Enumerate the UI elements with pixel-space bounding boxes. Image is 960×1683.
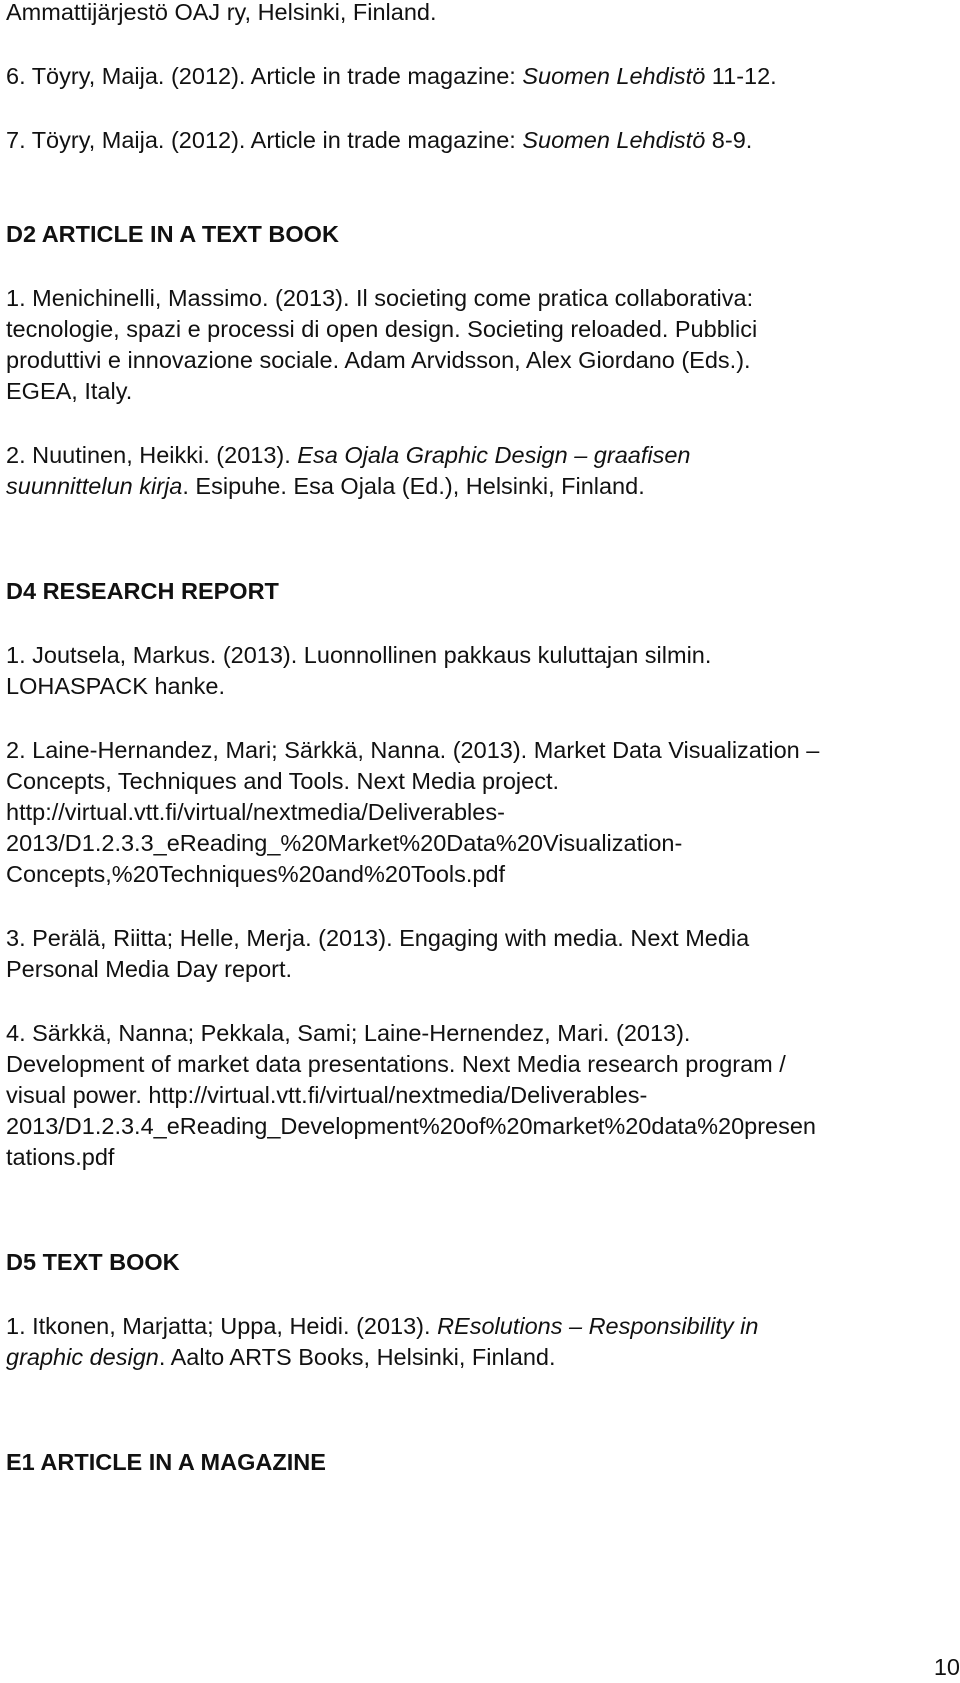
d4-reference-4 — [6, 1018, 956, 1173]
section-heading-d2: D2 ARTICLE IN A TEXT BOOK — [6, 221, 339, 247]
d2-ref2-line2 — [6, 471, 956, 502]
reference-entry-6 — [6, 61, 956, 92]
d4-ref4-line3: visual power. http://virtual.vtt.fi/virtual/nextmedia/Deliverables- — [6, 1082, 648, 1108]
d2-ref2-title-part1: Esa Ojala Graphic Design – graafisen — [297, 442, 691, 468]
d5-ref1-details: . Aalto ARTS Books, Helsinki, Finland. — [158, 1344, 556, 1370]
d4-ref1-line1: 1. Joutsela, Markus. (2013). Luonnollinen pakkaus kuluttajan silmin. — [6, 642, 712, 668]
d4-reference-3 — [6, 923, 956, 985]
entry-7-italic: Suomen Lehdistö — [522, 127, 706, 153]
d4-ref2-line3: http://virtual.vtt.fi/virtual/nextmedia/Deliverables- — [6, 799, 505, 825]
d2-reference-1 — [6, 283, 956, 407]
d4-ref2-line4: 2013/D1.2.3.3_eReading_%20Market%20Data%20Visualization- — [6, 830, 683, 856]
d5-ref1-title-part2: graphic design — [6, 1344, 159, 1370]
document-page — [6, 0, 960, 1680]
d4-ref4-line4: 2013/D1.2.3.4_eReading_Development%20of%20market%20data%20presen — [6, 1113, 817, 1139]
d4-ref2-line5: Concepts,%20Techniques%20and%20Tools.pdf — [6, 861, 506, 887]
d2-ref2-details: . Esipuhe. Esa Ojala (Ed.), Helsinki, Finland. — [182, 473, 645, 499]
d4-ref4-line1: 4. Särkkä, Nanna; Pekkala, Sami; Laine-Hernendez, Mari. (2013). — [6, 1020, 691, 1046]
d2-ref1-line3: produttivi e innovazione sociale. Adam Arvidsson, Alex Giordano (Eds.). — [6, 347, 751, 373]
section-heading-d4: D4 RESEARCH REPORT — [6, 578, 279, 604]
entry-6-italic: Suomen Lehdistö — [522, 63, 706, 89]
d2-ref2-line1 — [6, 440, 956, 471]
d2-ref2-author: 2. Nuutinen, Heikki. (2013). — [6, 442, 298, 468]
d2-ref1-line2: tecnologie, spazi e processi di open design. Societing reloaded. Pubblici — [6, 316, 758, 342]
d4-ref1-line2: LOHASPACK hanke. — [6, 673, 226, 699]
d5-ref1-author: 1. Itkonen, Marjatta; Uppa, Heidi. (2013). — [6, 1313, 438, 1339]
d4-ref3-line1: 3. Perälä, Riitta; Helle, Merja. (2013). Engaging with media. Next Media — [6, 925, 750, 951]
d2-ref1-line4: EGEA, Italy. — [6, 378, 133, 404]
d2-ref2-title-part2: suunnittelun kirja — [6, 473, 183, 499]
section-heading-d5: D5 TEXT BOOK — [6, 1249, 180, 1275]
d4-ref3-line2: Personal Media Day report. — [6, 956, 293, 982]
d5-ref1-title-part1: REsolutions – Responsibility in — [437, 1313, 759, 1339]
entry-7-text: 7. Töyry, Maija. (2012). Article in trade magazine: — [6, 127, 523, 153]
d4-reference-2 — [6, 735, 956, 890]
entry-6-text: 6. Töyry, Maija. (2012). Article in trade magazine: — [6, 63, 523, 89]
reference-entry-7 — [6, 125, 956, 156]
page-number: 10 — [933, 1654, 960, 1680]
d5-ref1-line2 — [6, 1342, 956, 1373]
d5-reference-1 — [6, 1311, 956, 1373]
entry-7-pages: 8-9. — [705, 127, 753, 153]
d4-reference-1 — [6, 640, 956, 702]
section-heading-e1: E1 ARTICLE IN A MAGAZINE — [6, 1449, 326, 1475]
d4-ref2-line2: Concepts, Techniques and Tools. Next Media project. — [6, 768, 560, 794]
d5-ref1-line1 — [6, 1311, 956, 1342]
d2-ref1-line1: 1. Menichinelli, Massimo. (2013). Il societing come pratica collaborativa: — [6, 285, 754, 311]
entry-6-pages: 11-12. — [705, 63, 777, 89]
d2-reference-2 — [6, 440, 956, 502]
d4-ref4-line2: Development of market data presentations. Next Media research program / — [6, 1051, 786, 1077]
d4-ref2-line1: 2. Laine-Hernandez, Mari; Särkkä, Nanna. (2013). Market Data Visualization – — [6, 737, 820, 763]
d4-ref4-line5: tations.pdf — [6, 1144, 115, 1170]
continued-reference-fragment: Ammattijärjestö OAJ ry, Helsinki, Finland. — [6, 0, 437, 25]
